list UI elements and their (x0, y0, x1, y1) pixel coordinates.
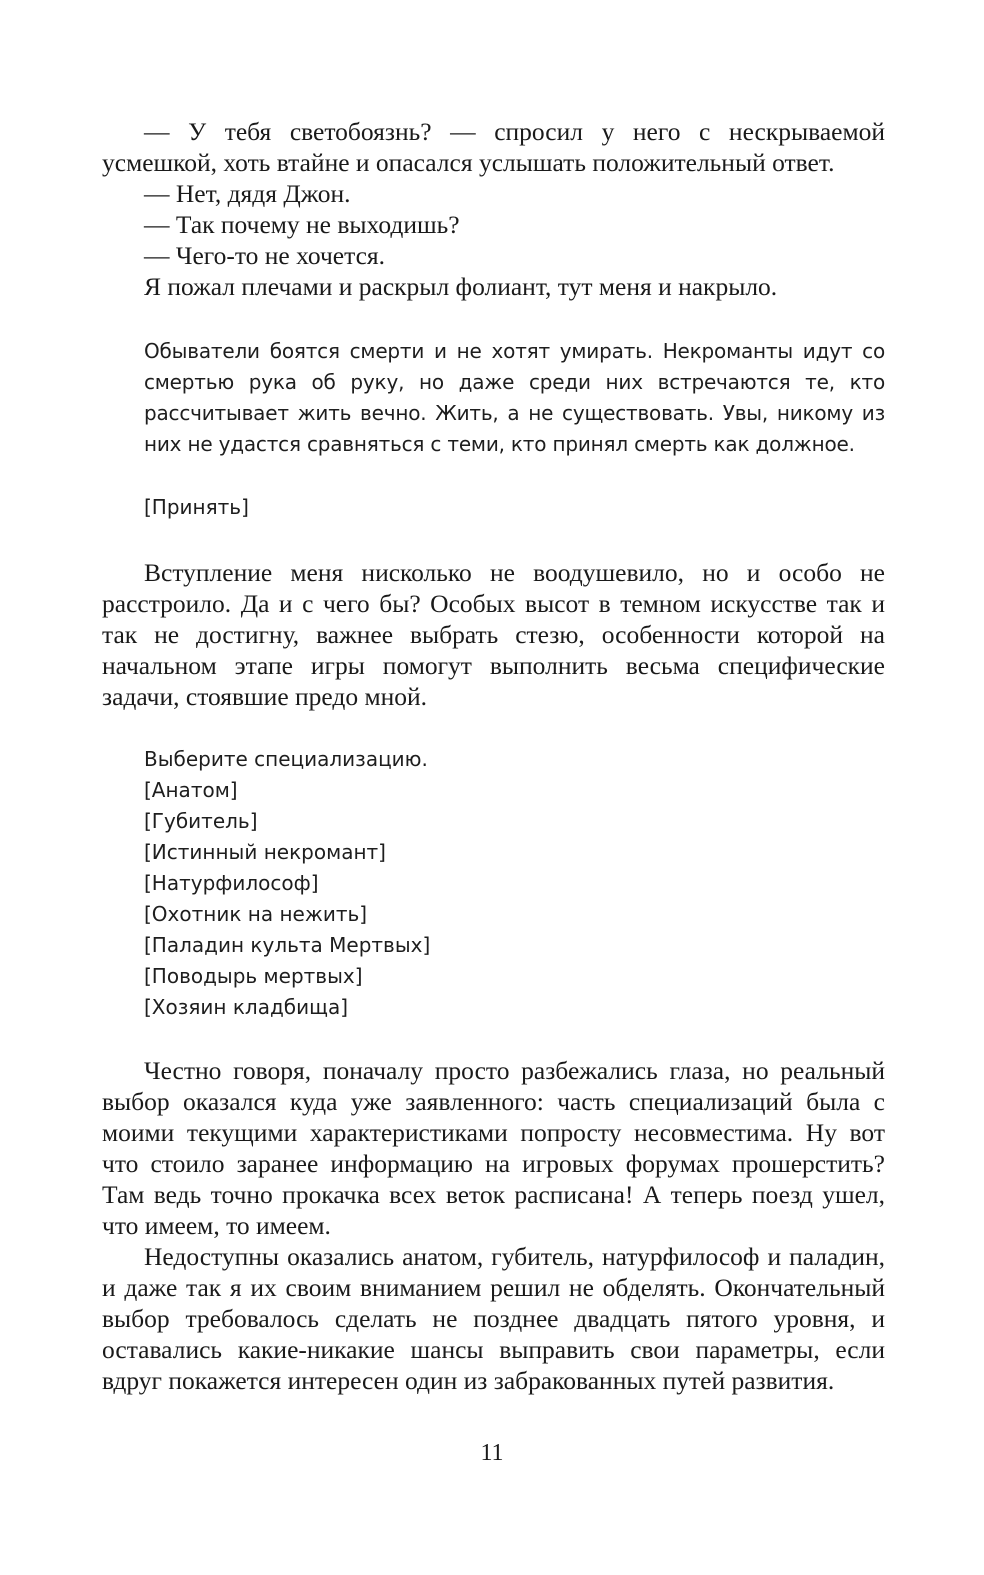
system-message-block (144, 336, 885, 523)
body-paragraph: Недоступны оказались анатом, губитель, натурфилософ и паладин, и даже так я их своим вниманием решил не обделять. Окончательный выбор требовалось сделать не позднее двадцать пятого уровня, и оставались какие-никакие шансы выправить свои параметры, если вдруг покажется интересен один из забракованных путей развития. (102, 1242, 885, 1395)
spacer (102, 302, 885, 336)
book-page (102, 116, 885, 1396)
body-paragraph: Вступление меня нисколько не воодушевило, но и особо не расстроило. Да и с чего бы? Особых высот в темном искусстве так и так не достигну, важнее выбрать стезю, особенности которой на начальном этапе игры помогут выполнить весьма специфические задачи, стоявшие предо мной. (102, 558, 885, 711)
specialization-option: [Натурфилософ] (144, 871, 319, 895)
specialization-prompt: Выберите специализацию. (144, 747, 428, 771)
page-number: 11 (480, 1440, 504, 1466)
dialog-line: — Чего-то не хочется. (144, 241, 385, 270)
dialog-line: — Нет, дядя Джон. (144, 179, 351, 208)
specialization-option: [Губитель] (144, 809, 258, 833)
specialization-option: [Охотник на нежить] (144, 902, 368, 926)
spacer (102, 523, 885, 557)
narration-line: Я пожал плечами и раскрыл фолиант, тут меня и накрыло. (144, 272, 778, 301)
accept-option: [Принять] (144, 495, 249, 519)
dialog-line: — Так почему не выходишь? (144, 210, 460, 239)
system-message-text: Обыватели боятся смерти и не хотят умирать. Некроманты идут со смертью рука об руку, но даже среди них встречаются те, кто рассчитывает жить вечно. Жить, а не существовать. Увы, никому из них не удастся сравняться с теми, кто принял смерть как должное. (144, 339, 885, 456)
specialization-option: [Паладин культа Мертвых] (144, 933, 431, 957)
dialog-line: — У тебя светобоязнь? — спросил у него с нескрываемой усмешкой, хоть втайне и опасался услышать положительный ответ. (102, 117, 885, 177)
body-paragraph: Честно говоря, поначалу просто разбежались глаза, но реальный выбор оказался куда уже заявленного: часть специализаций была с моими текущими характеристиками попросту несовместима. Ну вот что стоило заранее информацию на игровых форумах прошерстить? Там ведь точно прокачка всех веток расписана! А теперь поезд ушел, что имеем, то имеем. (102, 1056, 885, 1240)
spacer (102, 1023, 885, 1055)
spacer (144, 460, 885, 492)
spacer (102, 712, 885, 744)
specialization-option: [Хозяин кладбища] (144, 995, 349, 1019)
specialization-menu (144, 744, 885, 1023)
specialization-option: [Поводырь мертвых] (144, 964, 363, 988)
specialization-option: [Анатом] (144, 778, 238, 802)
specialization-option: [Истинный некромант] (144, 840, 386, 864)
